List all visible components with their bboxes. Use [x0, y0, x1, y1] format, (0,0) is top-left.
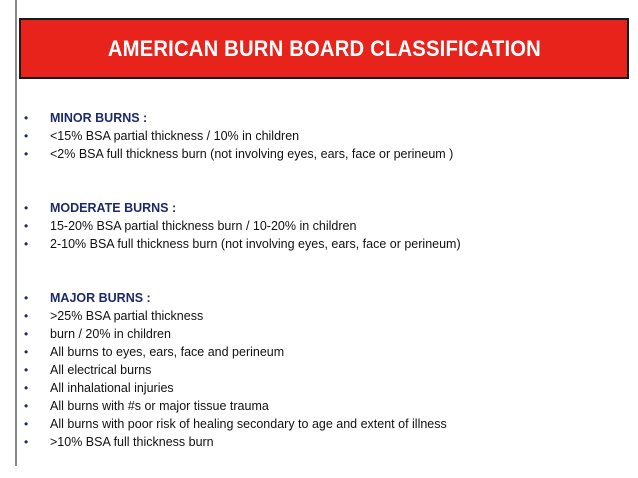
bullet-icon: •	[24, 111, 29, 125]
classification-list	[24, 109, 624, 451]
item-text: >10% BSA full thickness burn	[50, 435, 214, 449]
bullet-icon: •	[24, 363, 29, 377]
bullet-icon: •	[24, 147, 29, 161]
page-title: AMERICAN BURN BOARD CLASSIFICATION	[107, 35, 541, 61]
item-text: 15-20% BSA partial thickness burn / 10-20% in children	[50, 219, 357, 233]
bullet-icon: •	[24, 345, 29, 359]
bullet-icon: •	[24, 219, 29, 233]
list-item	[24, 397, 624, 415]
heading-text: MODERATE BURNS :	[50, 201, 177, 215]
left-border-line	[15, 0, 17, 466]
item-text: >25% BSA partial thickness	[50, 309, 204, 323]
item-text: <2% BSA full thickness burn (not involving eyes, ears, face or perineum )	[50, 147, 454, 161]
bullet-icon: •	[24, 417, 29, 431]
list-item	[24, 217, 624, 235]
list-item	[24, 415, 624, 433]
bullet-icon: •	[24, 201, 29, 215]
list-item	[24, 145, 624, 163]
item-text: All burns with poor risk of healing secondary to age and extent of illness	[50, 417, 447, 431]
bullet-icon: •	[24, 381, 29, 395]
list-item	[24, 379, 624, 397]
item-text: All electrical burns	[50, 363, 152, 377]
bullet-icon: •	[24, 399, 29, 413]
bullet-icon: •	[24, 435, 29, 449]
title-banner	[19, 18, 629, 79]
item-text: All inhalational injuries	[50, 381, 174, 395]
list-item	[24, 127, 624, 145]
section-heading-major	[24, 289, 624, 307]
list-item	[24, 343, 624, 361]
item-text: All burns to eyes, ears, face and perineum	[50, 345, 285, 359]
list-item	[24, 361, 624, 379]
bullet-icon: •	[24, 129, 29, 143]
bullet-icon: •	[24, 309, 29, 323]
list-item	[24, 325, 624, 343]
list-item	[24, 433, 624, 451]
item-text: 2-10% BSA full thickness burn (not involving eyes, ears, face or perineum)	[50, 237, 461, 251]
list-item	[24, 235, 624, 253]
item-text: All burns with #s or major tissue trauma	[50, 399, 269, 413]
list-item	[24, 307, 624, 325]
section-heading-minor	[24, 109, 624, 127]
heading-text: MAJOR BURNS :	[50, 291, 151, 305]
section-spacer	[24, 163, 624, 199]
section-heading-moderate	[24, 199, 624, 217]
bullet-icon: •	[24, 327, 29, 341]
bullet-icon: •	[24, 291, 29, 305]
item-text: burn / 20% in children	[50, 327, 171, 341]
item-text: <15% BSA partial thickness / 10% in children	[50, 129, 300, 143]
bullet-icon: •	[24, 237, 29, 251]
section-spacer	[24, 253, 624, 289]
heading-text: MINOR BURNS :	[50, 111, 148, 125]
